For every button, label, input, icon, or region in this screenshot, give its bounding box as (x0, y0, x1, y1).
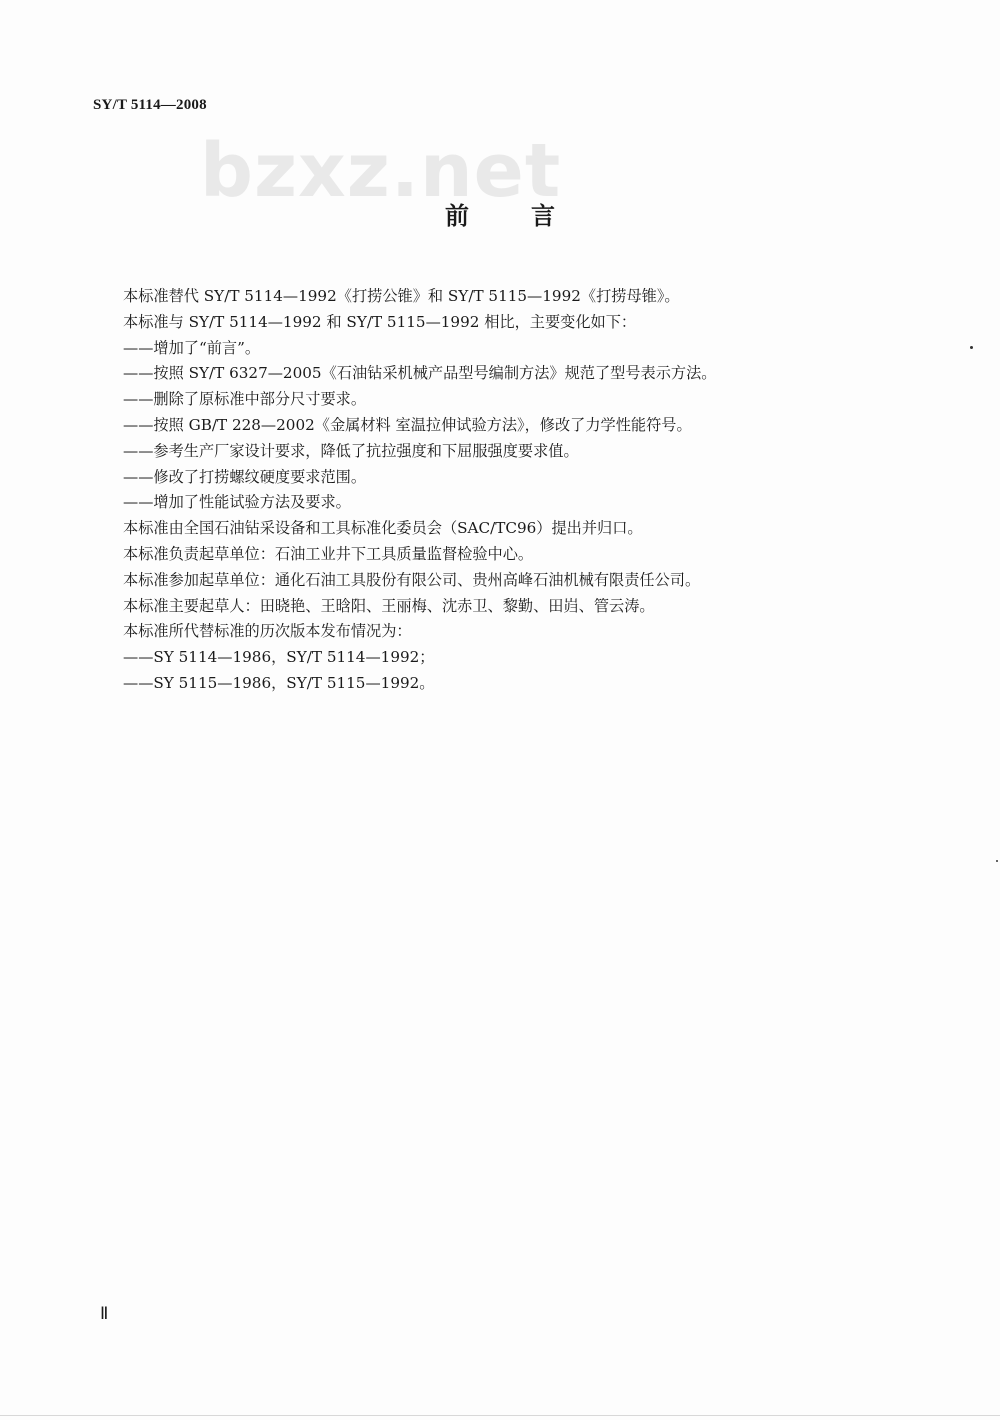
list-item: ——修改了打捞螺纹硬度要求范围。 (123, 467, 366, 486)
scan-speck (996, 860, 998, 862)
list-item: ——参考生产厂家设计要求，降低了抗拉强度和下屈服强度要求值。 (123, 441, 579, 460)
list-item: ——删除了原标准中部分尺寸要求。 (123, 390, 366, 409)
list-item: ——SY 5115—1986，SY/T 5115—1992。 (123, 673, 435, 692)
list-item: ——按照 GB/T 228—2002《金属材料 室温拉伸试验方法》，修改了力学性能符号。 (123, 415, 692, 434)
list-item: ——增加了“前言”。 (123, 338, 261, 357)
paragraph-line: 本标准负责起草单位：石油工业井下工具质量监督检验中心。 (123, 544, 534, 563)
list-item: ——增加了性能试验方法及要求。 (123, 493, 351, 512)
page-title: 前言 (445, 202, 617, 230)
paragraph-line: 本标准参加起草单位：通化石油工具股份有限公司、贵州高峰石油机械有限责任公司。 (123, 570, 701, 589)
page-number: Ⅱ (100, 1304, 109, 1323)
paragraph-line: 本标准所代替标准的历次版本发布情况为： (123, 622, 412, 641)
paragraph-line: 本标准与 SY/T 5114—1992 和 SY/T 5115—1992 相比，主要变化如下： (123, 312, 637, 331)
paragraph-line: 本标准替代 SY/T 5114—1992《打捞公锥》和 SY/T 5115—1992《打捞母锥》。 (123, 287, 680, 305)
watermark: bzxz.net (200, 128, 562, 214)
page-edge (0, 1415, 1000, 1416)
list-item: ——SY 5114—1986，SY/T 5114—1992； (123, 648, 435, 667)
paragraph-line: 本标准由全国石油钻采设备和工具标准化委员会（SAC/TC96）提出并归口。 (123, 519, 643, 538)
foreword-body (123, 284, 843, 697)
paragraph-line: 本标准主要起草人：田晓艳、王晗阳、王丽梅、沈赤卫、黎勤、田岿、管云涛。 (123, 596, 655, 615)
list-item: ——按照 SY/T 6327—2005《石油钻采机械产品型号编制方法》规范了型号表示方法。 (123, 364, 717, 383)
scan-speck (970, 346, 973, 349)
standard-code: SY/T 5114—2008 (93, 97, 207, 113)
